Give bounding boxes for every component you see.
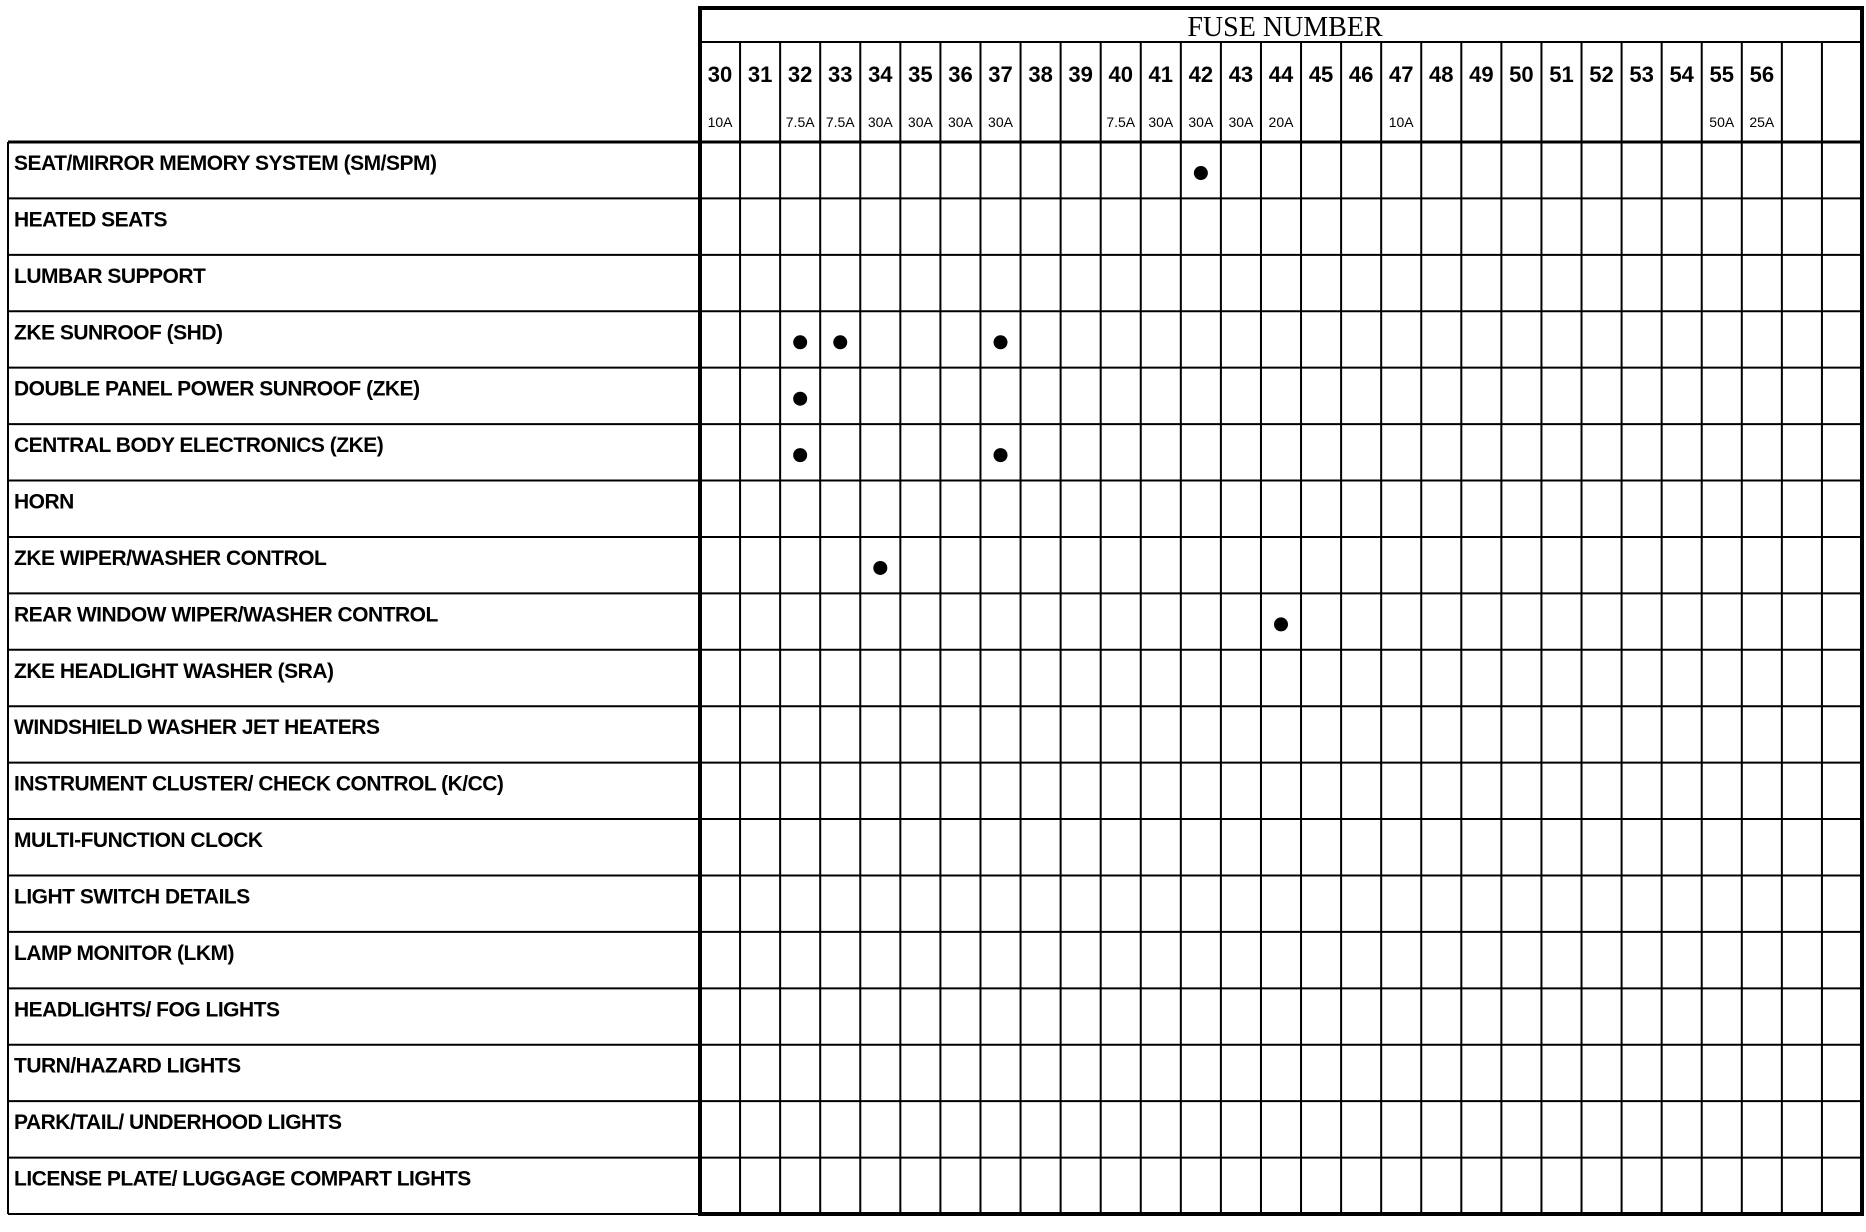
fuse-rating: 30A xyxy=(988,114,1013,130)
fuse-number: 33 xyxy=(827,62,853,87)
system-label: LAMP MONITOR (LKM) xyxy=(14,941,235,965)
fuse-rating: 50A xyxy=(1709,114,1735,130)
fuse-number: 45 xyxy=(1308,62,1334,87)
fuse-number: 41 xyxy=(1148,62,1174,87)
fuse-rating: 20A xyxy=(1268,114,1294,130)
fuse-rating: 10A xyxy=(707,114,733,130)
system-label: LIGHT SWITCH DETAILS xyxy=(14,885,250,909)
fuse-rating: 30A xyxy=(947,114,973,130)
fuse-number: 32 xyxy=(787,62,813,87)
fuse-dot xyxy=(873,561,887,575)
system-label: ZKE SUNROOF (SHD) xyxy=(14,321,223,345)
fuse-rating: 30A xyxy=(1148,114,1174,130)
fuse-number: 51 xyxy=(1549,62,1574,87)
fuse-number: 40 xyxy=(1108,62,1133,87)
fuse-dot xyxy=(793,448,807,462)
fuse-number: 50 xyxy=(1509,62,1534,87)
fuse-number: 55 xyxy=(1709,62,1735,87)
fuse-number: 35 xyxy=(908,62,933,87)
fuse-number: 56 xyxy=(1749,62,1775,87)
fuse-number: 44 xyxy=(1268,62,1294,87)
system-label: LICENSE PLATE/ LUGGAGE COMPART LIGHTS xyxy=(14,1167,471,1191)
fuse-rating: 7.5A xyxy=(1106,114,1136,130)
chart-title: FUSE NUMBER xyxy=(1187,12,1383,43)
system-label: CENTRAL BODY ELECTRONICS (ZKE) xyxy=(14,434,384,458)
fuse-number: 53 xyxy=(1629,62,1654,87)
fuse-rating: 30A xyxy=(907,114,933,130)
fuse-number: 48 xyxy=(1429,62,1454,87)
system-label: LUMBAR SUPPORT xyxy=(14,264,206,288)
system-label: HORN xyxy=(14,490,74,514)
system-label: WINDSHIELD WASHER JET HEATERS xyxy=(14,716,380,740)
fuse-number: 36 xyxy=(948,62,973,87)
system-label: HEADLIGHTS/ FOG LIGHTS xyxy=(14,998,280,1022)
system-label: HEATED SEATS xyxy=(14,208,168,232)
fuse-number: 47 xyxy=(1388,62,1414,87)
fuse-number: 46 xyxy=(1348,62,1374,87)
fuse-number: 37 xyxy=(988,62,1013,87)
fuse-number: 49 xyxy=(1469,62,1494,87)
fuse-rating: 30A xyxy=(1188,114,1214,130)
system-label: TURN/HAZARD LIGHTS xyxy=(14,1054,241,1078)
system-label: SEAT/MIRROR MEMORY SYSTEM (SM/SPM) xyxy=(14,152,437,175)
fuse-dot xyxy=(833,335,847,349)
system-label: INSTRUMENT CLUSTER/ CHECK CONTROL (K/CC) xyxy=(14,772,504,796)
fuse-number: 38 xyxy=(1028,62,1053,87)
fuse-number: 52 xyxy=(1589,62,1614,87)
fuse-dot xyxy=(1194,166,1208,180)
fuse-number: 30 xyxy=(707,62,733,87)
fuse-rating: 7.5A xyxy=(785,114,815,130)
fuse-number: 39 xyxy=(1068,62,1093,87)
system-label: PARK/TAIL/ UNDERHOOD LIGHTS xyxy=(14,1111,342,1135)
system-label: DOUBLE PANEL POWER SUNROOF (ZKE) xyxy=(14,377,420,401)
fuse-number: 54 xyxy=(1669,62,1694,87)
system-label: MULTI-FUNCTION CLOCK xyxy=(14,829,263,853)
fuse-dot xyxy=(994,448,1008,462)
fuse-rating: 7.5A xyxy=(825,114,855,130)
fuse-dot xyxy=(1274,617,1288,631)
fuse-number: 31 xyxy=(747,62,773,87)
fuse-number: 34 xyxy=(868,62,893,87)
fuse-rating: 30A xyxy=(867,114,893,130)
fuse-rating: 30A xyxy=(1228,114,1254,130)
system-label: REAR WINDOW WIPER/WASHER CONTROL xyxy=(14,603,438,627)
fuse-rating: 25A xyxy=(1749,114,1775,130)
fuse-number: 43 xyxy=(1228,62,1254,87)
fuse-dot xyxy=(793,335,807,349)
fuse-dot xyxy=(994,335,1008,349)
fuse-rating: 10A xyxy=(1388,114,1414,130)
fuse-number: 42 xyxy=(1188,62,1214,87)
system-label: ZKE HEADLIGHT WASHER (SRA) xyxy=(14,659,334,683)
system-label: ZKE WIPER/WASHER CONTROL xyxy=(14,546,327,570)
fuse-dot xyxy=(793,392,807,406)
